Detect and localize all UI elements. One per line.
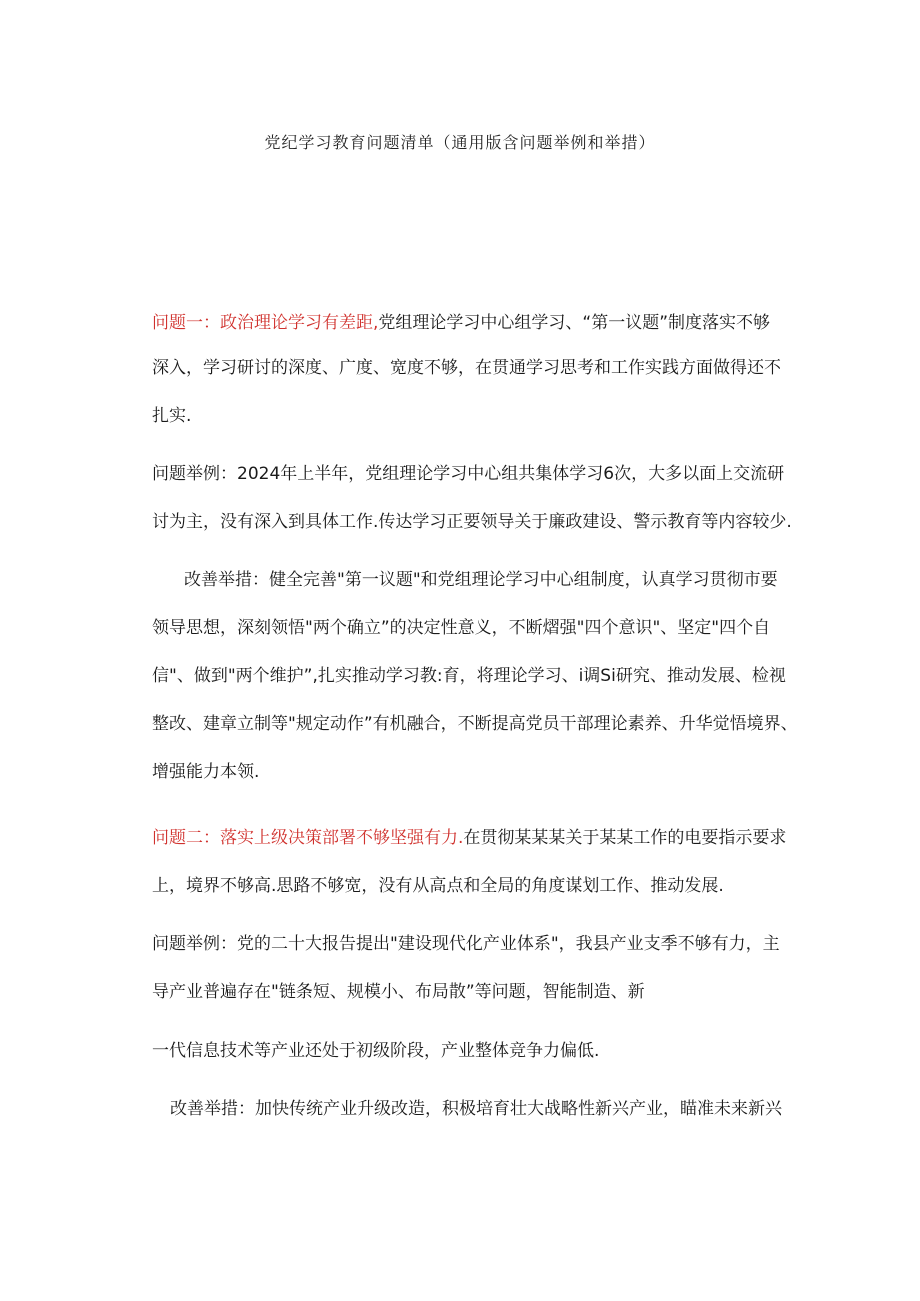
issue1-heading: 问题一：政治理论学习有差距, (152, 313, 379, 333)
issue2-line2: 上，境界不够高.思路不够宽，没有从高点和全局的角度谋划工作、推动发展. (152, 876, 724, 896)
issue2-example-line1: 问题举例：党的二十大报告提出"建设现代化产业体系"，我县产业支季不够有力，主 (152, 934, 780, 954)
issue1-example-line1: 问题举例：2024年上半年，党组理论学习中心组共集体学习6次，大多以面上交流研 (152, 464, 785, 484)
issue1-line1 (152, 311, 770, 335)
issue1-line1-text: 党组理论学习中心组学习、“第一议题”制度落实不够 (378, 313, 771, 333)
issue1-line2: 深入，学习研讨的深度、广度、宽度不够，在贯通学习思考和工作实践方面做得还不 (152, 358, 781, 378)
issue1-measure-line2: 领导思想，深刻领悟"两个确立”的决定性意义，不断熠强"四个意识"、坚定"四个自 (152, 618, 771, 638)
issue2-measure-line1: 改善举措：加快传统产业升级改造，积极培育壮大战略性新兴产业，瞄准未来新兴 (170, 1099, 782, 1119)
issue2-example-line3: 一代信息技术等产业还处于初级阶段，产业整体竞争力偏低. (152, 1041, 600, 1061)
issue1-example-line2: 讨为主，没有深入到具体工作.传达学习正要领导关于廉政建设、警示教育等内容较少. (152, 512, 792, 532)
issue1-measure-line1: 改善举措：健全完善"第一议题"和党组理论学习中心组制度，认真学习贯彻市要 (184, 570, 778, 590)
issue2-line1 (152, 826, 786, 850)
issue1-line3: 扎实. (152, 406, 192, 426)
issue1-measure-line3: 信"、做到"两个维护”,扎实推动学习教:育，将理论学习、i调Si研究、推动发展、检视 (152, 666, 786, 686)
issue2-example-line2: 导产业普遍存在"链条短、规模小、布局散”等问题，智能制造、新 (152, 982, 645, 1002)
document-title: 党纪学习教育问题清单（通用版含问题举例和举措） (264, 133, 656, 152)
issue1-measure-line4: 整改、建章立制等"规定动作”有机融合，不断提高党员干部理论素养、升华觉悟境界、 (152, 714, 798, 734)
issue2-heading: 问题二：落实上级决策部署不够坚强有力. (152, 828, 464, 848)
issue2-line1-text: 在贯彻某某某关于某某工作的电要指示要求 (463, 828, 787, 848)
issue1-measure-line5: 增强能力本领. (152, 762, 260, 782)
